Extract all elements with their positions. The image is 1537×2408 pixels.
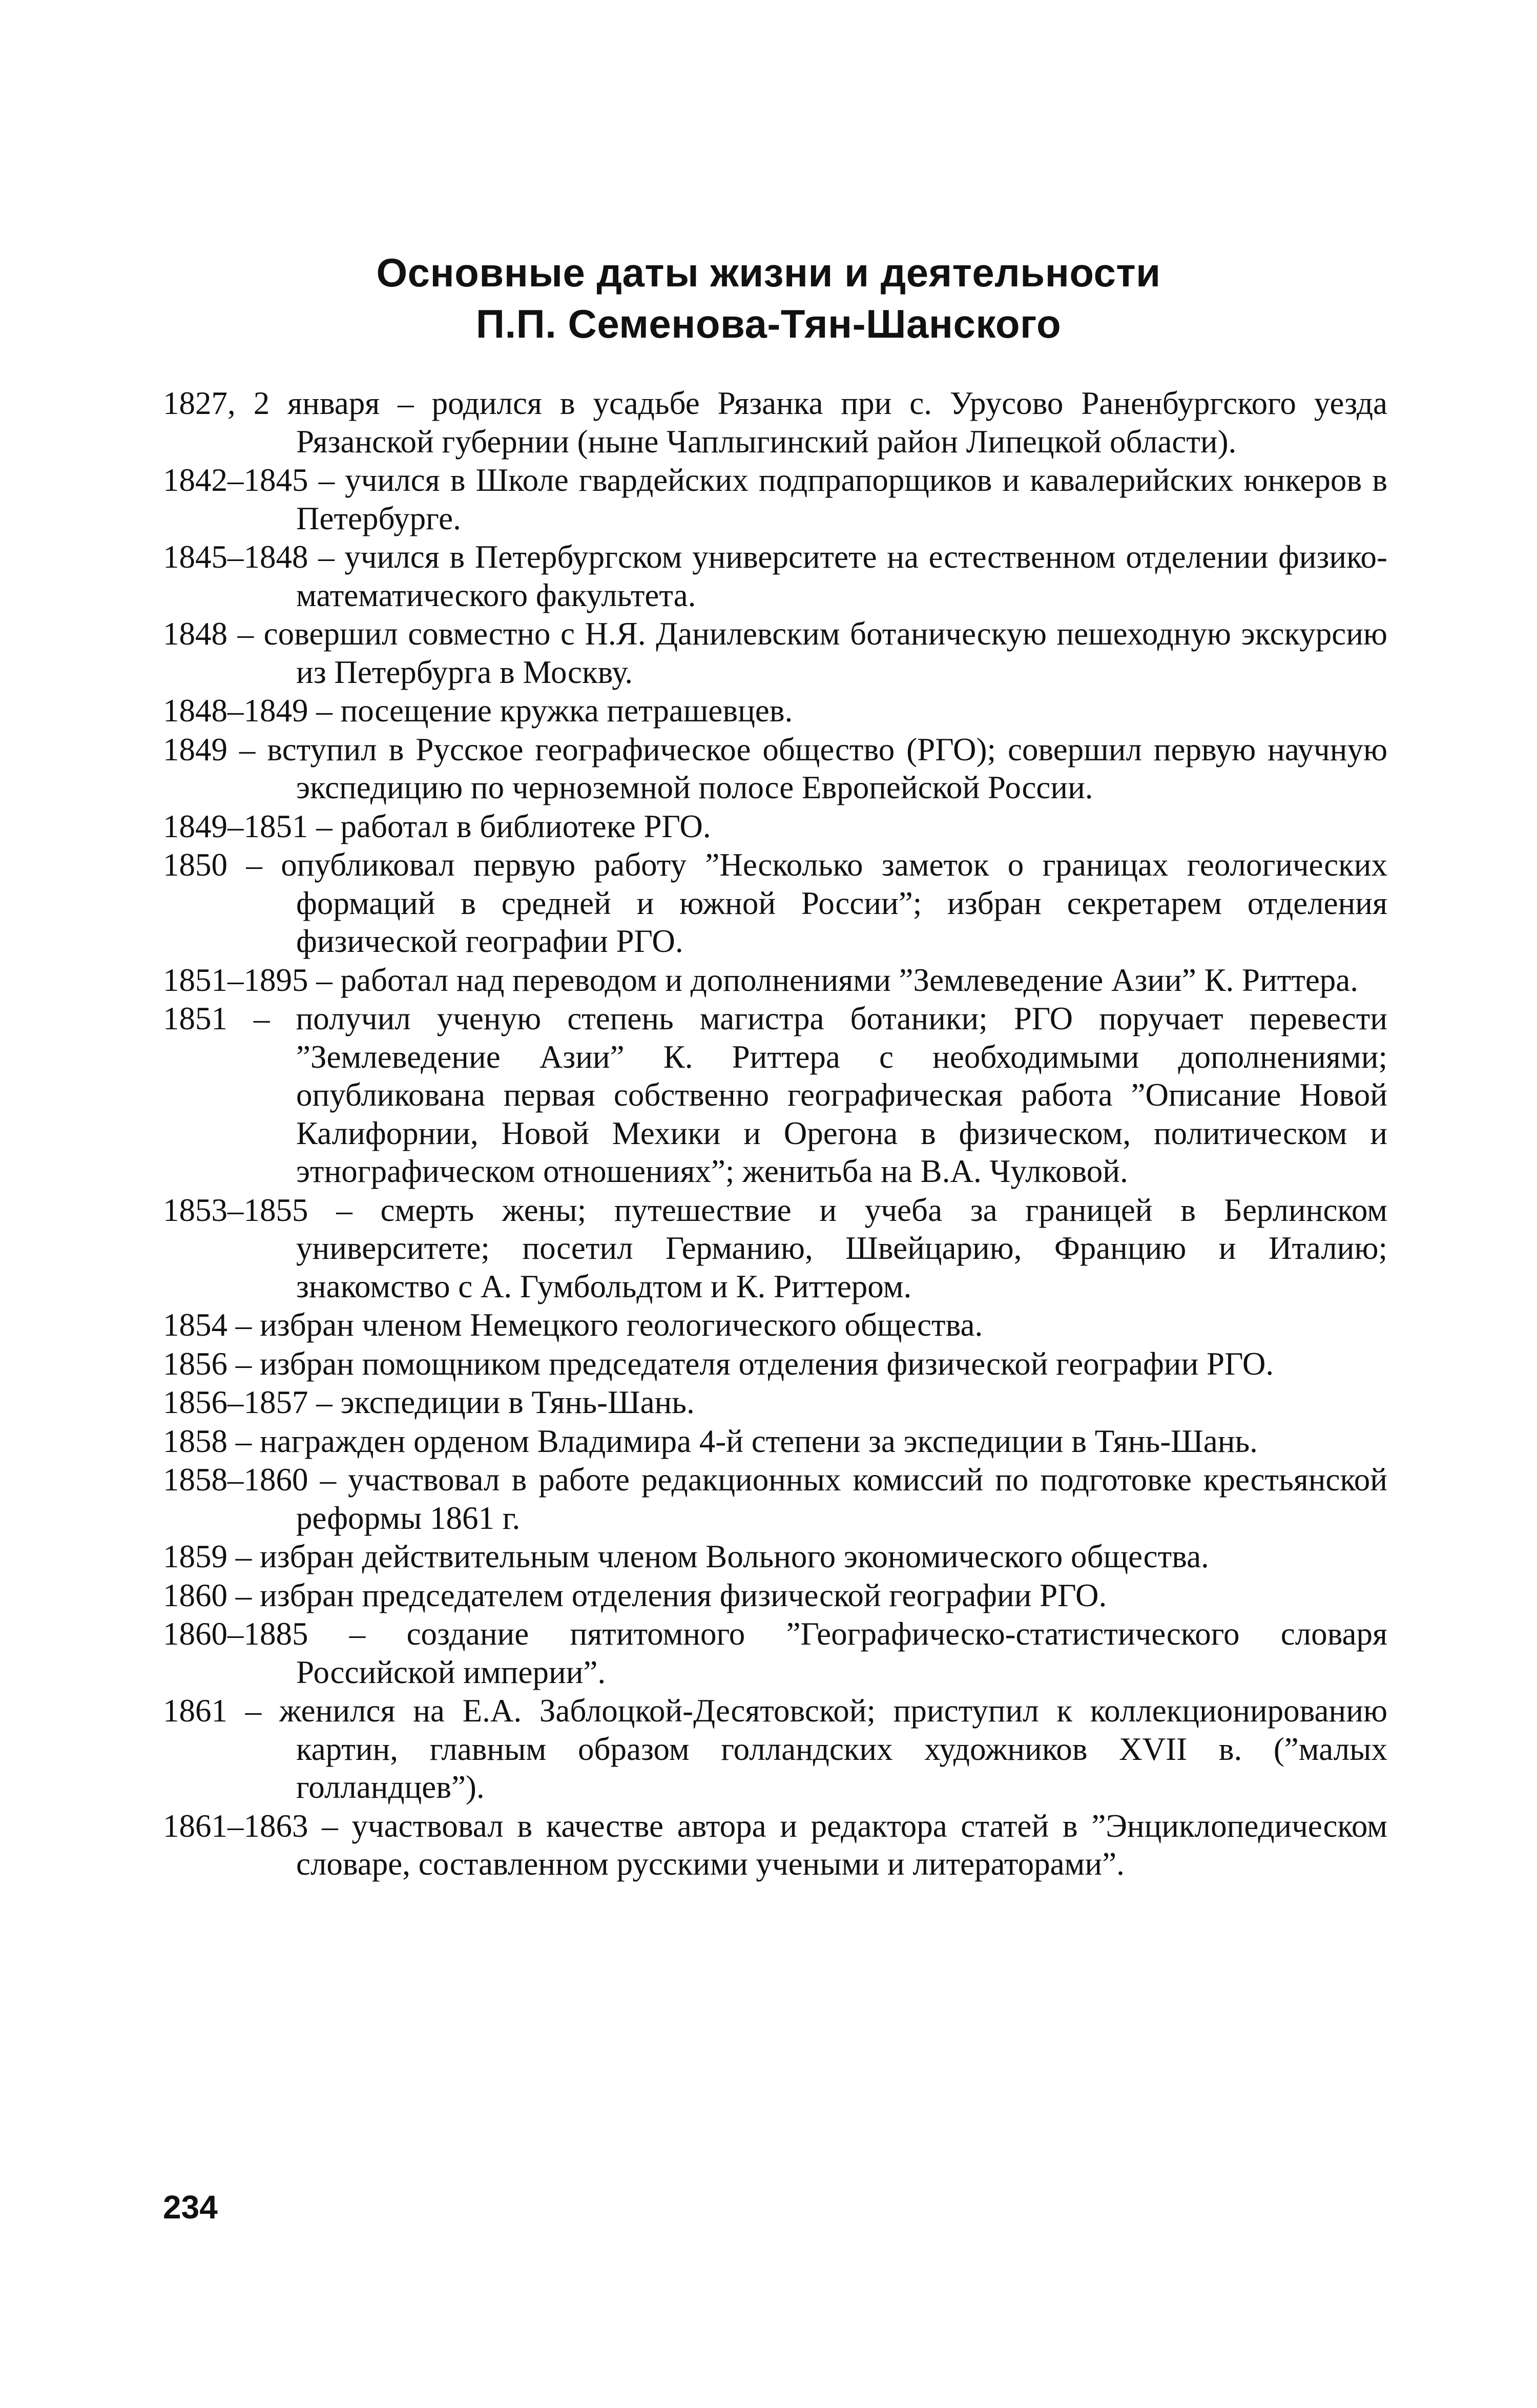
- chronology-entry: [163, 1422, 1387, 1461]
- entry-text: – совершил совместно с Н.Я. Данилевским ботаническую пешеходную экскурсию из Петербурга в Москву.: [237, 616, 1387, 690]
- chronology-entry: [163, 1461, 1387, 1537]
- entry-text: – награжден орденом Владимира 4-й степени за экспедиции в Тянь-Шань.: [235, 1423, 1258, 1459]
- chronology-entry: [163, 1000, 1387, 1191]
- entry-text: – посещение кружка петрашевцев.: [316, 693, 793, 729]
- chronology-entry: [163, 846, 1387, 961]
- entry-text: – участвовал в работе редакционных комиссий по подготовке крестьянской реформы 1861 г.: [296, 1462, 1388, 1536]
- entry-text: – избран действительным членом Вольного экономического общества.: [235, 1539, 1209, 1574]
- entry-text: – женился на Е.А. Заблоцкой-Десятовской; приступил к коллекционированию картин, главным образом голландских художников XVII в. (”малых голландцев”).: [245, 1693, 1388, 1805]
- entry-text: – работал над переводом и дополнениями ”Землеведение Азии” К. Риттера.: [316, 962, 1358, 998]
- entry-date: 1842–1845: [163, 462, 308, 498]
- title-line-2: П.П. Семенова-Тян-Шанского: [475, 301, 1062, 347]
- entry-text: – создание пятитомного ”Географическо-статистического словаря Российской империи”.: [296, 1616, 1388, 1690]
- chronology-entry: [163, 1576, 1387, 1615]
- entry-text: – смерть жены; путешествие и учеба за границей в Берлинском университете; посетил Германию, Швейцарию, Францию и Италию; знакомство с А. Гумбольдтом и К. Риттером.: [296, 1192, 1387, 1304]
- entry-date: 1853–1855: [163, 1192, 308, 1228]
- entry-date: 1849–1851: [163, 808, 308, 844]
- entry-text: – избран помощником председателя отделения физической географии РГО.: [235, 1345, 1274, 1382]
- entry-date: 1848–1849: [163, 693, 308, 729]
- entry-date: 1848: [163, 616, 227, 652]
- chronology-entry: [163, 1345, 1387, 1383]
- chronology-entry: [163, 538, 1387, 614]
- entry-date: 1845–1848: [163, 539, 308, 575]
- title-line-1: Основные даты жизни и деятельности: [376, 250, 1161, 296]
- entry-text: – работал в библиотеке РГО.: [316, 808, 711, 844]
- chronology-entry: [163, 615, 1387, 691]
- chronology-entry: [163, 1807, 1387, 1883]
- entry-date: 1827, 2 января: [163, 385, 380, 421]
- chronology-entry: [163, 461, 1387, 537]
- chronology-entry: [163, 384, 1387, 461]
- entry-text: – избран членом Немецкого геологического общества.: [235, 1307, 983, 1343]
- chronology-entry: [163, 731, 1387, 807]
- chronology-entry: [163, 692, 1387, 730]
- entry-date: 1856–1857: [163, 1384, 308, 1420]
- entry-text: – учился в Петербургском университете на естественном отделении физико-математического факультета.: [296, 539, 1387, 613]
- entry-text: – родился в усадьбе Рязанка при с. Урусово Раненбургского уезда Рязанской губернии (ныне Чаплыгинский район Липецкой области).: [296, 385, 1388, 460]
- chronology-entry: [163, 961, 1387, 1000]
- chronology-entry: [163, 1191, 1387, 1306]
- chronology-list: [163, 384, 1387, 1884]
- entry-date: 1854: [163, 1307, 227, 1343]
- chronology-entry: [163, 1538, 1387, 1576]
- entry-text: – опубликовал первую работу ”Несколько заметок о границах геологических формаций в средней и южной России”; избран секретарем отделения физической географии РГО.: [246, 847, 1387, 959]
- entry-date: 1858–1860: [163, 1462, 308, 1498]
- entry-date: 1859: [163, 1539, 227, 1574]
- entry-text: – учился в Школе гвардейских подпрапорщиков и кавалерийских юнкеров в Петербурге.: [296, 462, 1388, 536]
- entry-text: – экспедиции в Тянь-Шань.: [316, 1384, 695, 1420]
- page-number: 234: [163, 2189, 218, 2226]
- entry-date: 1861–1863: [163, 1808, 308, 1844]
- entry-date: 1850: [163, 847, 227, 883]
- page-title: [0, 247, 1537, 349]
- entry-date: 1860–1885: [163, 1616, 308, 1652]
- chronology-entry: [163, 807, 1387, 846]
- entry-text: – вступил в Русское географическое общество (РГО); совершил первую научную экспедицию по черноземной полосе Европейской России.: [239, 731, 1388, 805]
- entry-text: – получил ученую степень магистра ботаники; РГО поручает перевести ”Землеведение Азии” К. Риттера с необходимыми дополнениями; опубликована первая собственно географическая работа ”Описание Новой Калифорнии, Новой Мехики и Орегона в физическом, политическом и этнографическом отношениях”; женитьба на В.А. Чулковой.: [254, 1001, 1387, 1189]
- entry-date: 1851: [163, 1001, 227, 1036]
- entry-date: 1860: [163, 1577, 227, 1613]
- entry-date: 1851–1895: [163, 962, 308, 998]
- entry-text: – избран председателем отделения физической географии РГО.: [235, 1577, 1107, 1613]
- entry-date: 1849: [163, 731, 227, 767]
- entry-date: 1856: [163, 1345, 227, 1382]
- chronology-entry: [163, 1615, 1387, 1691]
- entry-date: 1858: [163, 1423, 227, 1459]
- chronology-entry: [163, 1306, 1387, 1344]
- chronology-entry: [163, 1383, 1387, 1422]
- entry-text: – участвовал в качестве автора и редактора статей в ”Энциклопедическом словаре, составленном русскими учеными и литераторами”.: [296, 1808, 1387, 1882]
- entry-date: 1861: [163, 1693, 227, 1729]
- chronology-entry: [163, 1692, 1387, 1807]
